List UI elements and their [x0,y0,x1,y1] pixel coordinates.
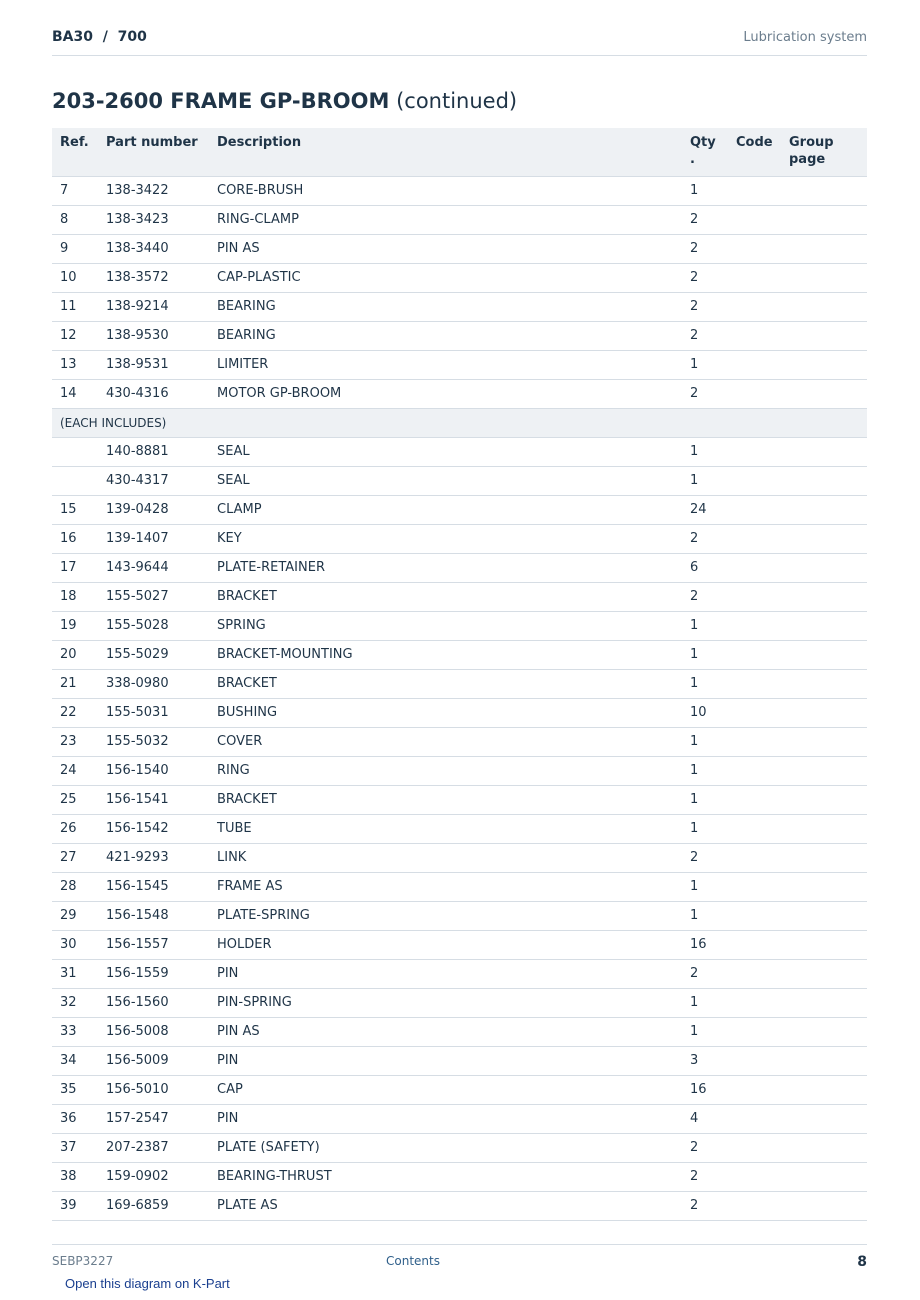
cell-ref: 12 [52,321,98,350]
cell-group-page [781,959,867,988]
cell-description: PLATE AS [209,1191,682,1220]
cell-part-number: 421-9293 [98,843,209,872]
cell-ref: 33 [52,1017,98,1046]
cell-part-number: 138-9531 [98,350,209,379]
cell-code [728,205,781,234]
cell-description: BEARING [209,292,682,321]
table-row [52,843,867,872]
group-label: (EACH INCLUDES) [52,408,867,437]
cell-qty: 2 [682,234,728,263]
cell-description: PIN AS [209,1017,682,1046]
table-row [52,495,867,524]
cell-ref: 35 [52,1075,98,1104]
cell-part-number: 430-4316 [98,379,209,408]
column-header-group-page: Group page [781,128,867,176]
page-footer [52,1244,867,1275]
cell-qty: 6 [682,553,728,582]
cell-qty: 1 [682,350,728,379]
cell-code [728,785,781,814]
cell-description: TUBE [209,814,682,843]
cell-qty: 1 [682,814,728,843]
table-row [52,727,867,756]
cell-ref: 29 [52,901,98,930]
page-number: 8 [857,1254,867,1270]
cell-description: PIN [209,959,682,988]
cell-code [728,1104,781,1133]
cell-ref: 22 [52,698,98,727]
cell-part-number: 156-1559 [98,959,209,988]
cell-part-number: 139-0428 [98,495,209,524]
cell-code [728,524,781,553]
cell-group-page [781,988,867,1017]
cell-part-number: 156-1541 [98,785,209,814]
cell-group-page [781,234,867,263]
cell-code [728,234,781,263]
table-row [52,321,867,350]
cell-part-number: 138-3440 [98,234,209,263]
cell-group-page [781,814,867,843]
cell-code [728,176,781,205]
cell-description: CAP-PLASTIC [209,263,682,292]
cell-description: BRACKET [209,582,682,611]
cell-qty: 2 [682,959,728,988]
cell-code [728,959,781,988]
cell-code [728,379,781,408]
table-row [52,1133,867,1162]
cell-part-number: 138-3572 [98,263,209,292]
cell-description: BEARING [209,321,682,350]
cell-part-number: 159-0902 [98,1162,209,1191]
cell-qty: 24 [682,495,728,524]
cell-code [728,350,781,379]
cell-description: BRACKET [209,785,682,814]
cell-ref: 23 [52,727,98,756]
cell-ref: 27 [52,843,98,872]
cell-code [728,437,781,466]
cell-group-page [781,176,867,205]
cell-ref: 32 [52,988,98,1017]
cell-ref: 19 [52,611,98,640]
cell-ref: 16 [52,524,98,553]
cell-code [728,582,781,611]
cell-qty: 1 [682,872,728,901]
cell-qty: 1 [682,669,728,698]
cell-code [728,901,781,930]
parts-table-body [52,176,867,1220]
cell-description: MOTOR GP-BROOM [209,379,682,408]
cell-part-number: 155-5027 [98,582,209,611]
column-header-part-number: Part number [98,128,209,176]
table-row [52,1162,867,1191]
cell-ref: 21 [52,669,98,698]
cell-group-page [781,437,867,466]
cell-part-number: 156-1545 [98,872,209,901]
cell-ref: 10 [52,263,98,292]
cell-group-page [781,1046,867,1075]
column-header-ref: Ref. [52,128,98,176]
cell-description: LINK [209,843,682,872]
cell-description: LIMITER [209,350,682,379]
cell-description: PLATE-RETAINER [209,553,682,582]
cell-code [728,930,781,959]
cell-description: RING [209,756,682,785]
cell-group-page [781,1191,867,1220]
cell-ref: 37 [52,1133,98,1162]
table-row [52,698,867,727]
cell-qty: 2 [682,379,728,408]
cell-description: CORE-BRUSH [209,176,682,205]
cell-group-page [781,1162,867,1191]
cell-group-page [781,263,867,292]
group-row [52,408,867,437]
cell-qty: 2 [682,292,728,321]
cell-group-page [781,350,867,379]
cell-code [728,263,781,292]
table-row [52,176,867,205]
page-title-suffix: (continued) [396,89,518,113]
cell-ref: 14 [52,379,98,408]
cell-code [728,1162,781,1191]
cell-description: FRAME AS [209,872,682,901]
cell-description: BUSHING [209,698,682,727]
cell-code [728,843,781,872]
section-name: Lubrication system [743,30,867,45]
table-row [52,582,867,611]
cell-group-page [781,495,867,524]
cell-group-page [781,205,867,234]
page-header [52,28,867,56]
table-row [52,1017,867,1046]
cell-group-page [781,524,867,553]
cell-qty: 1 [682,176,728,205]
cell-code [728,698,781,727]
cell-part-number: 156-1548 [98,901,209,930]
cell-group-page [781,727,867,756]
column-header-description: Description [209,128,682,176]
cell-code [728,466,781,495]
cell-qty: 1 [682,785,728,814]
cell-part-number: 138-3423 [98,205,209,234]
cell-qty: 1 [682,611,728,640]
cell-group-page [781,466,867,495]
cell-description: PLATE (SAFETY) [209,1133,682,1162]
table-row [52,785,867,814]
cell-code [728,640,781,669]
cell-ref: 26 [52,814,98,843]
table-row [52,1191,867,1220]
cell-group-page [781,843,867,872]
cell-part-number: 169-6859 [98,1191,209,1220]
cell-group-page [781,669,867,698]
column-header-code: Code [728,128,781,176]
cell-code [728,1133,781,1162]
table-row [52,553,867,582]
cell-qty: 1 [682,1017,728,1046]
cell-part-number: 157-2547 [98,1104,209,1133]
table-row [52,988,867,1017]
cell-part-number: 156-1557 [98,930,209,959]
table-row [52,205,867,234]
cell-qty: 2 [682,582,728,611]
cell-ref: 15 [52,495,98,524]
cell-part-number: 156-5008 [98,1017,209,1046]
cell-ref: 17 [52,553,98,582]
cell-qty: 2 [682,524,728,553]
cell-description: PLATE-SPRING [209,901,682,930]
cell-code [728,1191,781,1220]
cell-code [728,611,781,640]
cell-code [728,321,781,350]
cell-description: SEAL [209,437,682,466]
contents-link[interactable]: Contents [386,1254,440,1268]
cell-code [728,1017,781,1046]
cell-ref: 25 [52,785,98,814]
cell-code [728,756,781,785]
cell-qty: 1 [682,756,728,785]
cell-description: COVER [209,727,682,756]
cell-group-page [781,292,867,321]
cell-part-number: 156-1560 [98,988,209,1017]
cell-qty: 2 [682,321,728,350]
cell-ref: 9 [52,234,98,263]
cell-code [728,1075,781,1104]
cell-description: BEARING-THRUST [209,1162,682,1191]
cell-description: SEAL [209,466,682,495]
cell-qty: 3 [682,1046,728,1075]
cell-qty: 16 [682,1075,728,1104]
table-row [52,901,867,930]
cell-code [728,292,781,321]
cell-description: BRACKET-MOUNTING [209,640,682,669]
page-title-main: 203-2600 FRAME GP-BROOM [52,89,390,113]
table-row [52,872,867,901]
cell-description: PIN-SPRING [209,988,682,1017]
cell-description: BRACKET [209,669,682,698]
cell-part-number: 156-1540 [98,756,209,785]
cell-part-number: 155-5031 [98,698,209,727]
cell-description: PIN [209,1104,682,1133]
cell-group-page [781,553,867,582]
cell-part-number: 155-5028 [98,611,209,640]
table-row [52,524,867,553]
parts-table [52,128,867,1221]
table-row [52,611,867,640]
table-row [52,263,867,292]
cell-code [728,814,781,843]
table-row [52,234,867,263]
footer-doc-code: SEBP3227 [52,1254,114,1268]
cell-qty: 10 [682,698,728,727]
cell-group-page [781,321,867,350]
cell-qty: 2 [682,1133,728,1162]
cell-ref: 28 [52,872,98,901]
cell-group-page [781,872,867,901]
cell-ref: 18 [52,582,98,611]
cell-qty: 2 [682,1162,728,1191]
cell-part-number: 140-8881 [98,437,209,466]
cell-part-number: 155-5029 [98,640,209,669]
cell-qty: 2 [682,1191,728,1220]
cell-group-page [781,1133,867,1162]
cell-qty: 2 [682,205,728,234]
cell-part-number: 138-3422 [98,176,209,205]
cell-ref: 39 [52,1191,98,1220]
table-row [52,930,867,959]
cell-part-number: 138-9214 [98,292,209,321]
cell-ref: 24 [52,756,98,785]
cell-part-number: 138-9530 [98,321,209,350]
cell-code [728,872,781,901]
table-row [52,1075,867,1104]
table-row [52,437,867,466]
document-id: BA30 / 700 [52,29,147,45]
cell-part-number: 143-9644 [98,553,209,582]
cell-part-number: 156-5010 [98,1075,209,1104]
cell-group-page [781,1075,867,1104]
cell-group-page [781,698,867,727]
cell-qty: 1 [682,466,728,495]
cell-group-page [781,930,867,959]
cell-qty: 2 [682,263,728,292]
cell-qty: 4 [682,1104,728,1133]
table-header-row [52,128,867,176]
page-title [52,89,517,113]
table-row [52,756,867,785]
cell-ref: 11 [52,292,98,321]
cell-code [728,553,781,582]
cell-group-page [781,756,867,785]
cell-group-page [781,1017,867,1046]
table-row [52,466,867,495]
cell-qty: 1 [682,727,728,756]
table-row [52,669,867,698]
table-row [52,959,867,988]
open-kpart-link[interactable]: Open this diagram on K-Part [65,1276,230,1291]
cell-qty: 16 [682,930,728,959]
cell-part-number: 139-1407 [98,524,209,553]
cell-description: PIN AS [209,234,682,263]
cell-part-number: 155-5032 [98,727,209,756]
cell-ref: 7 [52,176,98,205]
cell-ref: 13 [52,350,98,379]
table-row [52,379,867,408]
cell-ref [52,437,98,466]
cell-code [728,495,781,524]
table-row [52,814,867,843]
cell-part-number: 156-1542 [98,814,209,843]
cell-qty: 1 [682,640,728,669]
cell-group-page [781,785,867,814]
table-row [52,350,867,379]
cell-description: HOLDER [209,930,682,959]
cell-code [728,669,781,698]
cell-group-page [781,640,867,669]
cell-description: CAP [209,1075,682,1104]
cell-description: CLAMP [209,495,682,524]
cell-ref [52,466,98,495]
cell-group-page [781,582,867,611]
cell-ref: 20 [52,640,98,669]
cell-ref: 38 [52,1162,98,1191]
cell-qty: 1 [682,988,728,1017]
cell-part-number: 338-0980 [98,669,209,698]
column-header-qty: Qty . [682,128,728,176]
cell-group-page [781,1104,867,1133]
cell-part-number: 207-2387 [98,1133,209,1162]
cell-ref: 31 [52,959,98,988]
cell-code [728,988,781,1017]
cell-qty: 1 [682,437,728,466]
table-row [52,1104,867,1133]
cell-description: SPRING [209,611,682,640]
cell-description: RING-CLAMP [209,205,682,234]
table-row [52,1046,867,1075]
cell-ref: 30 [52,930,98,959]
cell-qty: 1 [682,901,728,930]
cell-group-page [781,379,867,408]
table-row [52,292,867,321]
cell-group-page [781,611,867,640]
cell-ref: 36 [52,1104,98,1133]
cell-ref: 8 [52,205,98,234]
cell-ref: 34 [52,1046,98,1075]
cell-part-number: 156-5009 [98,1046,209,1075]
cell-group-page [781,901,867,930]
table-row [52,640,867,669]
cell-code [728,1046,781,1075]
cell-part-number: 430-4317 [98,466,209,495]
cell-description: KEY [209,524,682,553]
cell-qty: 2 [682,843,728,872]
cell-code [728,727,781,756]
cell-description: PIN [209,1046,682,1075]
